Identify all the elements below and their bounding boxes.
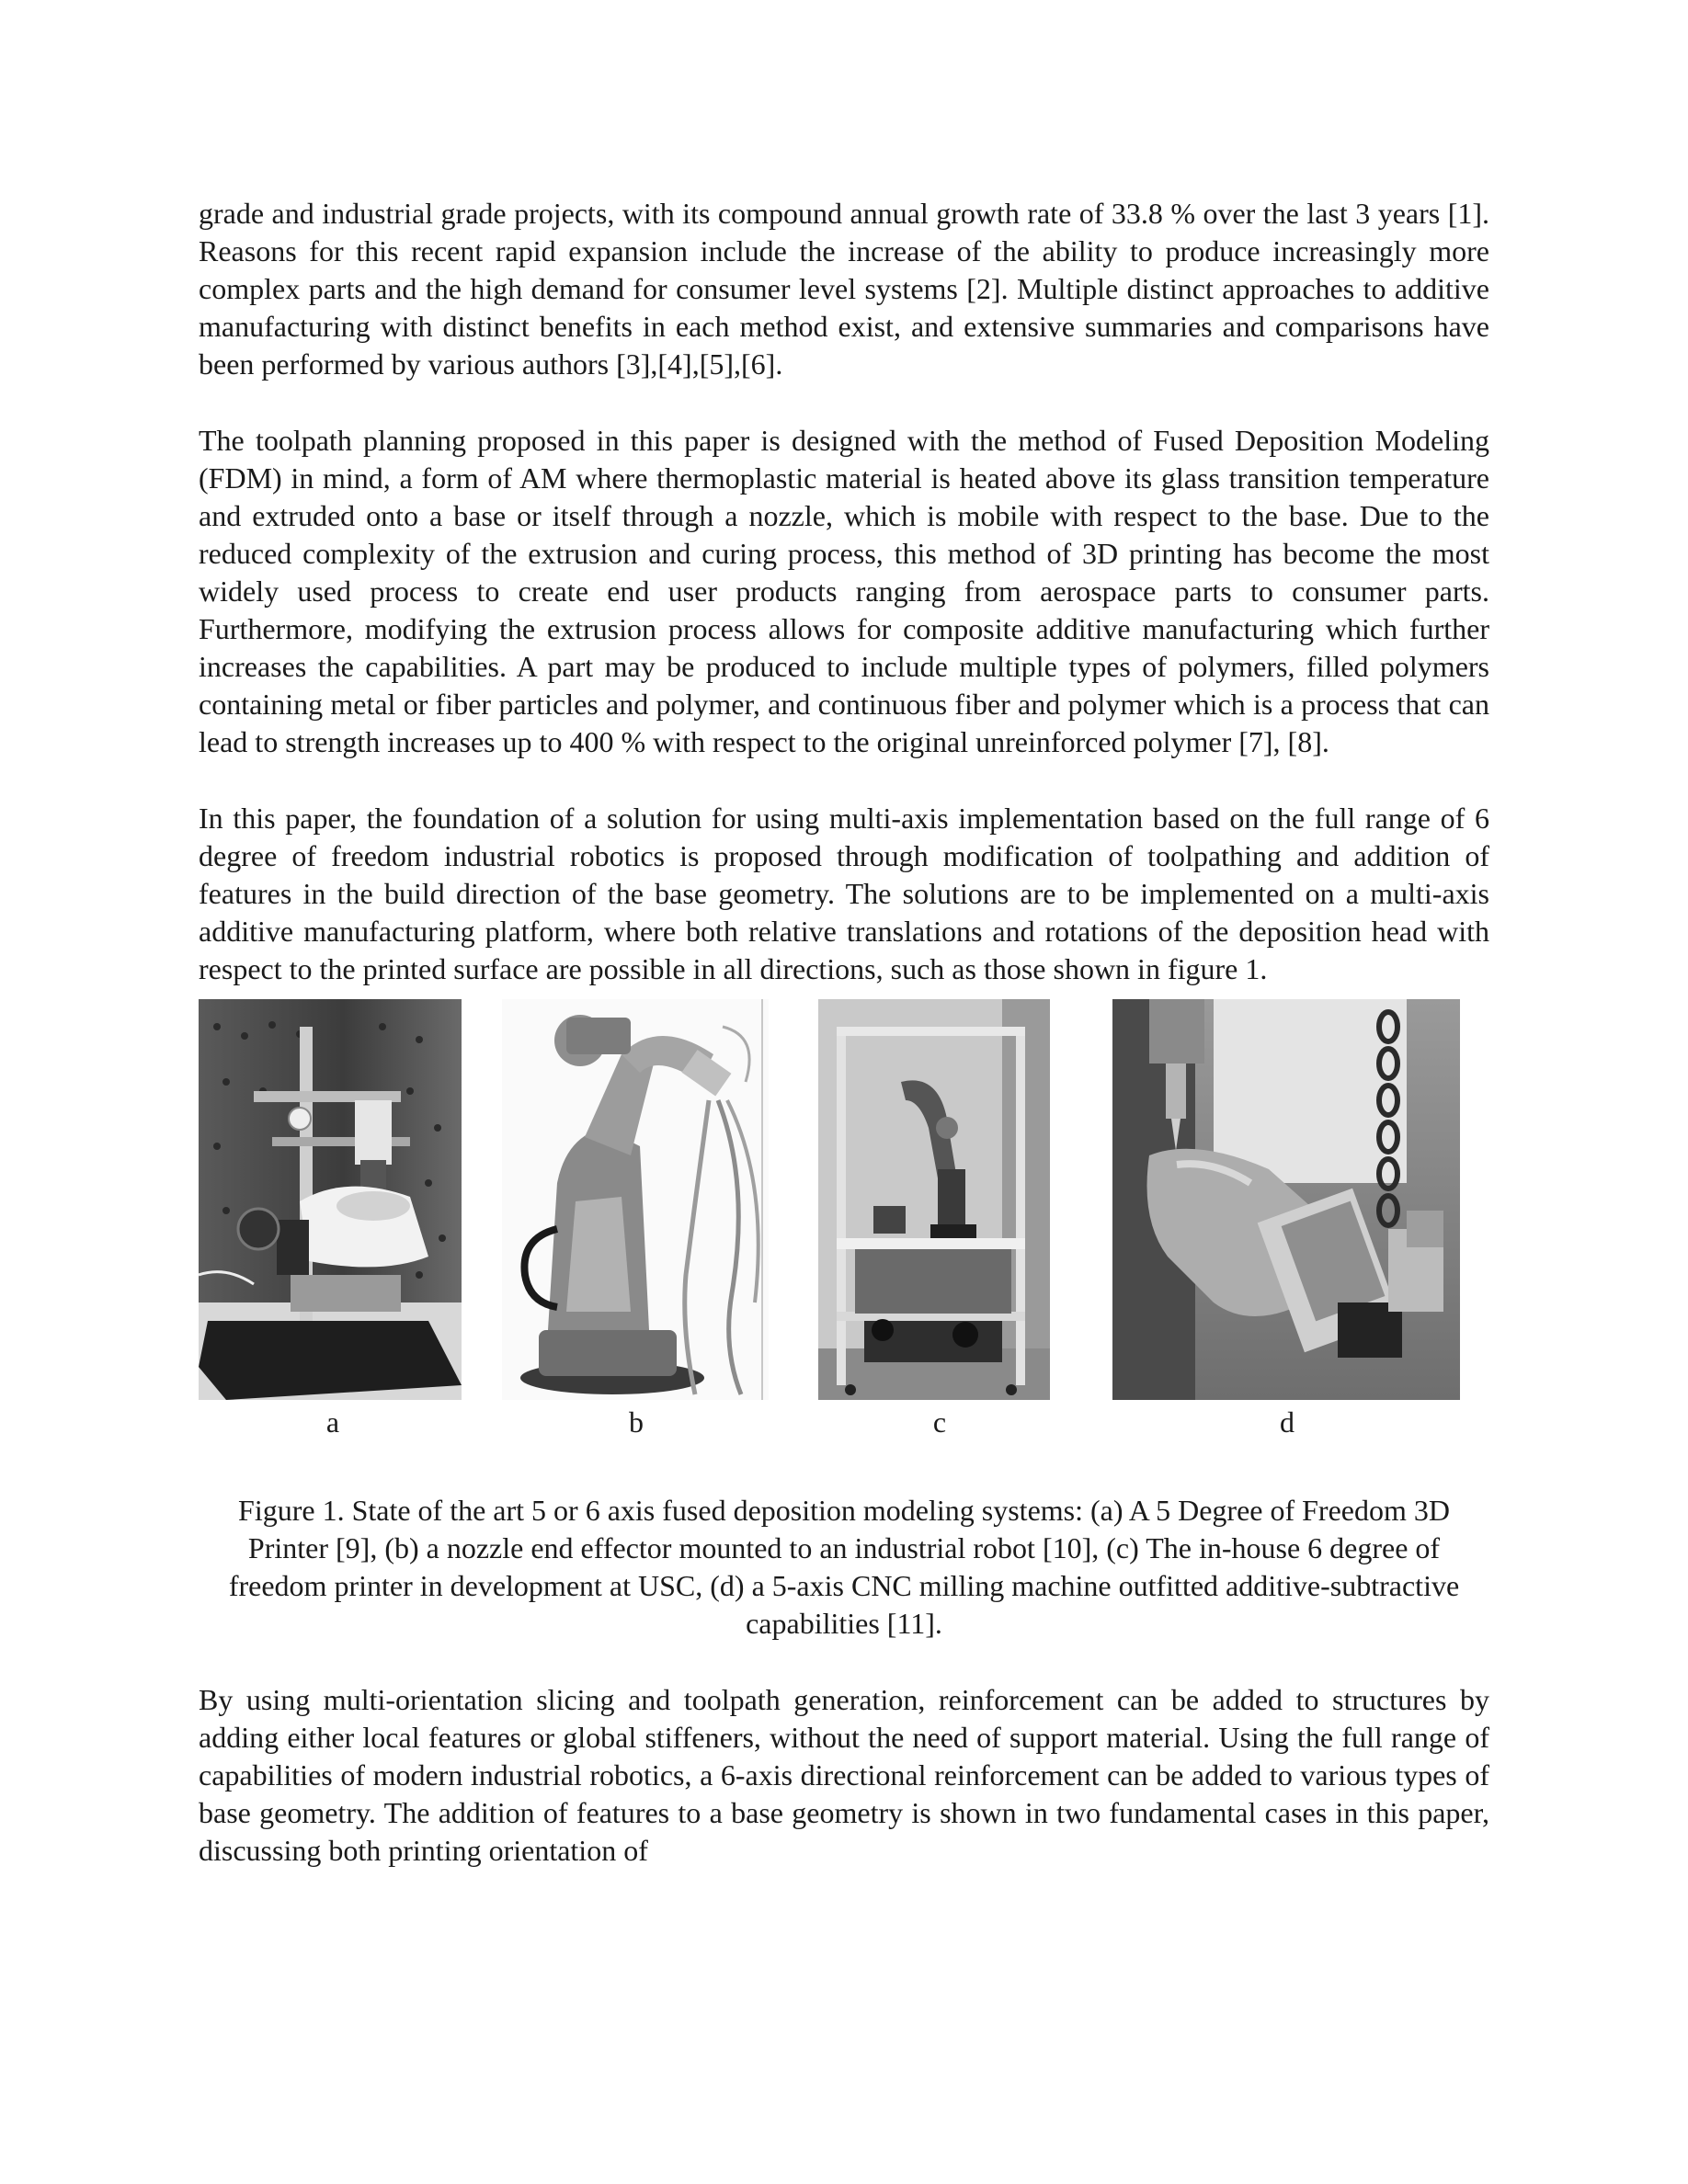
figure-label-b: b <box>629 1405 644 1439</box>
paragraph-fdm-description: The toolpath planning proposed in this paper is designed with the method of Fused Deposition Modeling (FDM) in mind, a form of AM where thermoplastic material is heated above its glass transition temperature and extruded onto a base or itself through a nozzle, which is mobile with respect to the base. Due to the reduced complexity of the extrusion and curing process, this method of 3D printing has become the most widely used process to create end user products ranging from aerospace parts to consumer parts. Furthermore, modifying the extrusion process allows for composite additive manufacturing which further increases the capabilities. A part may be produced to include multiple types of polymers, filled polymers containing metal or fiber particles and polymer, and continuous fiber and polymer which is a process that can lead to strength increases up to 400 % with respect to the original unreinforced polymer [7], [8]. <box>199 424 1489 758</box>
document-page <box>199 195 1489 1870</box>
figure-image-b-industrial-robot <box>502 999 769 1400</box>
figure-1-caption: Figure 1. State of the art 5 or 6 axis fused deposition modeling systems: (a) A 5 Degree of Freedom 3D Printer [9], (b) a nozzle end effector mounted to an industrial robot [10], (c) The in-house 6 degree of freedom printer in development at USC, (d) a 5-axis CNC milling machine outfitted additive-subtractive capabilities [11]. <box>228 1494 1460 1640</box>
figure-image-a-5dof-printer <box>199 999 462 1400</box>
figure-image-d-cnc-milling <box>1112 999 1460 1400</box>
paragraph-multi-axis-proposal: In this paper, the foundation of a solution for using multi-axis implementation based on the full range of 6 degree of freedom industrial robotics is proposed through modification of toolpathing and addition of features in the build direction of the base geometry. The solutions are to be implemented on a multi-axis additive manufacturing platform, where both relative translations and rotations of the deposition head with respect to the printed surface are possible in all directions, such as those shown in figure 1. <box>199 802 1489 985</box>
figure-label-c: c <box>932 1405 947 1439</box>
figure-label-a: a <box>325 1405 340 1439</box>
paragraph-intro-growth: grade and industrial grade projects, with its compound annual growth rate of 33.8 % over the last 3 years [1]. Reasons for this recent rapid expansion include the increase of the ability to produce increasingly more complex parts and the high demand for consumer level systems [2]. Multiple distinct approaches to additive manufacturing with distinct benefits in each method exist, and extensive summaries and comparisons have been performed by various authors [3],[4],[5],[6]. <box>199 197 1489 381</box>
paragraph-multi-orientation-slicing: By using multi-orientation slicing and toolpath generation, reinforcement can be added to structures by adding either local features or global stiffeners, without the need of support material. Using the full range of capabilities of modern industrial robotics, a 6-axis directional reinforcement can be added to various types of base geometry. The addition of features to a base geometry is shown in two fundamental cases in this paper, discussing both printing orientation of <box>199 1683 1489 1867</box>
figure-1-images <box>199 999 1489 1404</box>
figure-label-d: d <box>1280 1405 1295 1439</box>
figure-image-c-usc-6dof-printer <box>818 999 1050 1400</box>
figure-1-panel-labels <box>199 1404 1489 1455</box>
